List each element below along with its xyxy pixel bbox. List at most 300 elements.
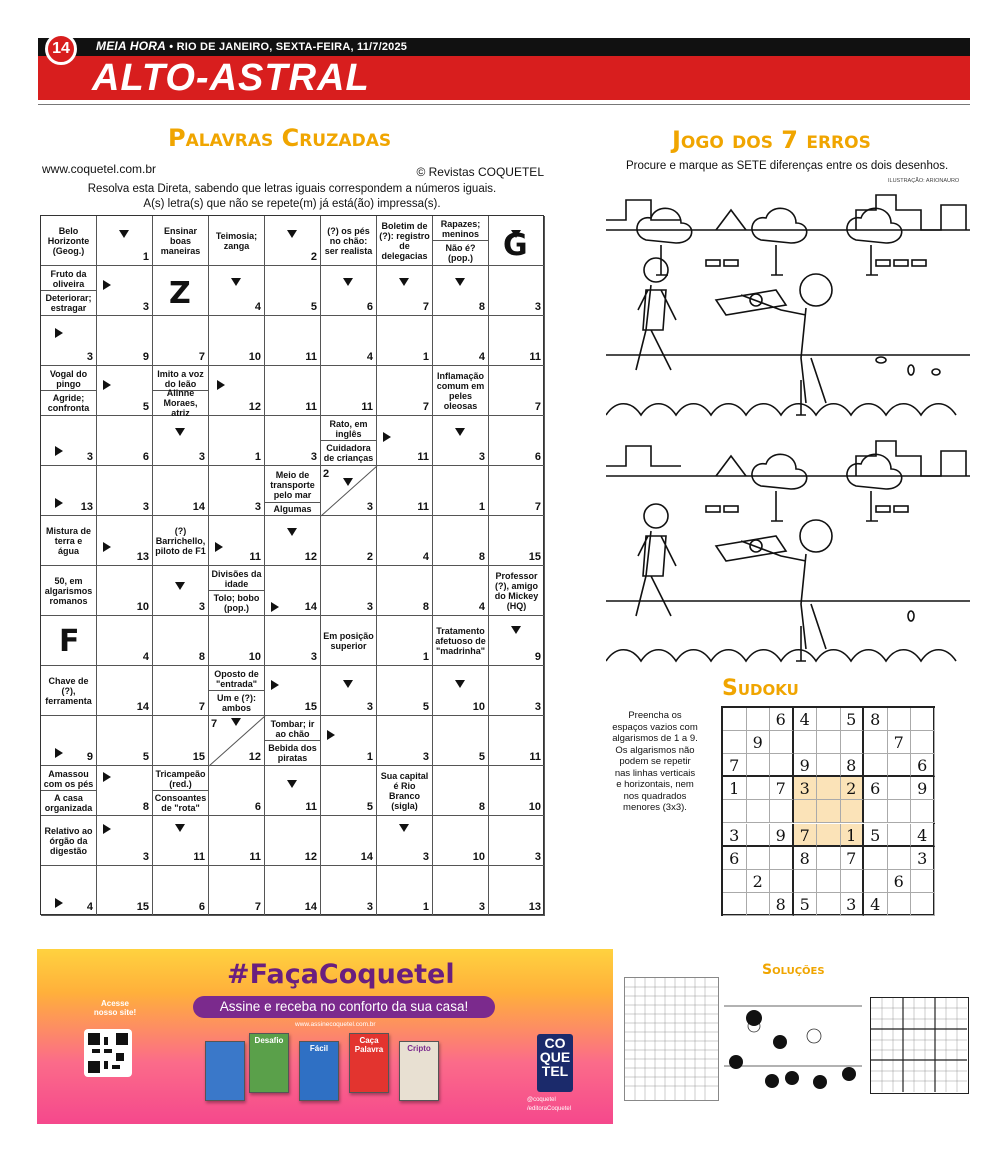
cell-number: 3 — [254, 501, 261, 513]
arrow-right-icon — [55, 446, 63, 456]
banner-subline: Assine e receba no conforto da sua casa! — [193, 996, 495, 1018]
cell-number: 11 — [361, 401, 373, 413]
clue-casa: A casa organizada — [44, 793, 93, 813]
sudoku-cell[interactable] — [888, 893, 912, 916]
sudoku-cell[interactable] — [770, 870, 794, 893]
cell-number: 5 — [142, 751, 149, 763]
sudoku-cell[interactable] — [817, 870, 841, 893]
magazine-cover — [249, 1033, 289, 1093]
qr-pattern — [88, 1033, 128, 1073]
cell-number: 3 — [366, 601, 373, 613]
clue-imito: Imito a voz do leão — [153, 367, 208, 391]
cell-number: 1 — [142, 251, 149, 263]
cell-number: 8 — [422, 601, 429, 613]
cell-number: 2 — [310, 251, 317, 263]
given-letter-g: G — [503, 228, 528, 263]
arrow-right-icon — [55, 748, 63, 758]
crossword-instructions-line-1: Resolva esta Direta, sabendo que letras iguais correspondem a números iguais. — [87, 183, 497, 195]
cell-number: 5 — [422, 701, 429, 713]
newspaper-brand: MEIA HORA — [96, 39, 167, 53]
section-title: ALTO-ASTRAL — [92, 57, 370, 99]
cell-number: 5 — [310, 301, 317, 313]
qr-code-icon[interactable] — [84, 1029, 132, 1077]
clue-agride: Agride; confronta — [47, 393, 90, 413]
clue-amassou: Amassou com os pés — [41, 767, 96, 791]
cell-number: 6 — [366, 301, 373, 313]
clue-consoantes: Consoantes de "rota" — [154, 793, 207, 813]
sudoku-cell[interactable] — [817, 800, 841, 823]
clue-posicao: Em posição superior — [323, 630, 374, 651]
coquetel-logo — [537, 1034, 573, 1092]
sudoku-cell[interactable] — [770, 754, 794, 777]
sudoku-cell[interactable]: 8 — [841, 754, 865, 777]
cell-number: 11 — [529, 351, 541, 363]
seven-errors-title: Jogo dos 7 erros — [672, 126, 871, 154]
logo-line: CO — [544, 1035, 566, 1051]
sudoku-cell[interactable] — [817, 847, 841, 870]
cell-number: 3 — [478, 901, 485, 913]
cell-number: 11 — [193, 851, 205, 863]
illustration-credit: ILUSTRAÇÃO: ARIONAURO — [888, 178, 960, 184]
cell-number: 9 — [534, 651, 541, 663]
sudoku-cell[interactable]: 6 — [911, 754, 935, 777]
sudoku-cell[interactable]: 5 — [841, 708, 865, 731]
sudoku-cell[interactable]: 4 — [864, 893, 888, 916]
crossword-solution-grid — [625, 978, 718, 1100]
clue-alinne: Alinne Moraes, atriz — [163, 388, 198, 418]
magazine-cover — [349, 1033, 389, 1093]
sudoku-cell[interactable]: 3 — [723, 824, 747, 847]
clue-deteriorar: Deteriorar; estragar — [45, 293, 92, 313]
sudoku-cell[interactable] — [911, 731, 935, 754]
sudoku-cell[interactable]: 7 — [794, 824, 818, 847]
sudoku-cell[interactable]: 4 — [794, 708, 818, 731]
sudoku-cell[interactable]: 2 — [747, 870, 771, 893]
clue-um-e: Um e (?): ambos — [217, 693, 256, 713]
cell-number: 7 — [198, 701, 205, 713]
sudoku-cell[interactable] — [723, 800, 747, 823]
cell-number: 7 — [254, 901, 261, 913]
sudoku-cell[interactable] — [841, 731, 865, 754]
arrow-down-icon — [511, 230, 521, 238]
sudoku-cell[interactable] — [747, 847, 771, 870]
sudoku-cell[interactable] — [888, 754, 912, 777]
arrow-down-icon — [455, 278, 465, 286]
clue-oposto: Oposto de "entrada" — [209, 667, 264, 691]
clue-capital: Sua capital é Rio Branco (sigla) — [380, 770, 429, 811]
sudoku-cell[interactable]: 8 — [794, 847, 818, 870]
clue-cuidadora: Cuidadora de crianças — [323, 443, 374, 463]
arrow-down-icon — [175, 428, 185, 436]
sudoku-cell[interactable] — [747, 754, 771, 777]
arrow-right-icon — [103, 280, 111, 290]
dateline-text: • RIO DE JANEIRO, SEXTA-FEIRA, 11/7/2025 — [166, 41, 408, 53]
cell-number: 3 — [310, 651, 317, 663]
cell-number: 12 — [304, 551, 317, 563]
cell-number: 11 — [249, 551, 261, 563]
cell-number: 5 — [478, 751, 485, 763]
cell-number: 11 — [529, 751, 541, 763]
sudoku-cell[interactable] — [817, 708, 841, 731]
sudoku-cell[interactable] — [747, 777, 771, 800]
cell-number: 9 — [86, 751, 93, 763]
crossword-solution-thumbnail — [624, 977, 719, 1101]
cell-number: 6 — [142, 451, 149, 463]
arrow-down-icon — [287, 230, 297, 238]
banner-headline: #FaçaCoquetel — [227, 959, 455, 990]
magazine-cover — [399, 1041, 439, 1101]
sudoku-cell[interactable] — [864, 870, 888, 893]
crossword-title: Palavras Cruzadas — [168, 124, 392, 152]
sudoku-cell[interactable] — [911, 893, 935, 916]
arrow-right-icon — [103, 542, 111, 552]
banner-access-label: Acesse nosso site! — [93, 999, 137, 1017]
given-letter-f: F — [59, 624, 80, 659]
sudoku-cell[interactable] — [911, 870, 935, 893]
crossword-copyright: © Revistas COQUETEL — [416, 165, 544, 179]
sudoku-grid[interactable] — [721, 706, 935, 916]
arrow-down-icon — [455, 428, 465, 436]
sudoku-cell[interactable] — [770, 800, 794, 823]
cell-number: 14 — [304, 901, 317, 913]
cell-number: 3 — [198, 601, 205, 613]
split-cell-number: 2 — [323, 468, 330, 480]
sudoku-cell[interactable] — [817, 754, 841, 777]
arrow-down-icon — [231, 278, 241, 286]
sudoku-cell[interactable] — [888, 800, 912, 823]
arrow-down-icon — [455, 680, 465, 688]
cell-number: 8 — [478, 801, 485, 813]
arrow-down-icon — [511, 626, 521, 634]
sudoku-cell[interactable]: 6 — [864, 777, 888, 800]
clue-ensinar: Ensinar boas maneiras — [160, 225, 201, 256]
sudoku-cell[interactable] — [723, 731, 747, 754]
seven-errors-instructions: Procure e marque as SETE diferenças entre os dois desenhos. — [626, 160, 949, 172]
cell-number: 4 — [142, 651, 149, 663]
sudoku-cell[interactable] — [864, 800, 888, 823]
seven-errors-solution-drawing — [724, 996, 862, 1094]
cell-number: 1 — [422, 651, 429, 663]
clue-boletim: Boletim de (?): registro de delegacias — [379, 220, 430, 261]
arrow-down-icon — [119, 230, 129, 238]
arrow-right-icon — [103, 380, 111, 390]
diagonal-dividers — [41, 216, 545, 916]
sudoku-cell[interactable] — [817, 824, 841, 847]
cell-number: 11 — [305, 801, 317, 813]
cell-number: 10 — [528, 801, 541, 813]
sudoku-cell[interactable] — [911, 708, 935, 731]
sudoku-cell[interactable]: 9 — [770, 824, 794, 847]
clue-rapazes: Rapazes; meninos — [433, 217, 488, 241]
cell-number: 10 — [136, 601, 149, 613]
cell-number: 8 — [478, 301, 485, 313]
sudoku-cell[interactable]: 7 — [841, 847, 865, 870]
sudoku-instructions: Preencha os espaços vazios com algarismos de 1 a 9. Os algarismos não podem se repetir nas linhas verticais e horizontais, nem nos quadrados menores (3x3). — [612, 710, 698, 813]
arrow-down-icon — [175, 582, 185, 590]
sudoku-cell[interactable]: 9 — [747, 731, 771, 754]
sudoku-cell[interactable] — [888, 777, 912, 800]
cell-number: 13 — [528, 901, 541, 913]
drawing-bottom[interactable] — [606, 436, 970, 668]
cell-number: 3 — [142, 501, 149, 513]
magazine-cover — [299, 1041, 339, 1101]
clue-divisoes: Divisões da idade — [209, 567, 264, 591]
cell-number: 1 — [422, 901, 429, 913]
dateline — [96, 39, 407, 53]
sudoku-cell[interactable]: 8 — [864, 708, 888, 731]
cell-number: 8 — [142, 801, 149, 813]
arrow-down-icon — [287, 528, 297, 536]
given-letter-z: Z — [169, 276, 191, 311]
magazine-title: Cripto — [407, 1044, 431, 1053]
arrow-right-icon — [215, 542, 223, 552]
clue-os-pes: (?) os pés no chão: ser realista — [324, 225, 373, 256]
subscription-banner[interactable] — [37, 949, 613, 1124]
clue-belo-horizonte: Belo Horizonte (Geog.) — [47, 225, 90, 256]
cell-number: 3 — [534, 851, 541, 863]
clue-vogal: Vogal do pingo — [41, 367, 96, 391]
clue-cinquenta: 50, em algarismos romanos — [44, 575, 93, 606]
sudoku-cell[interactable]: 8 — [770, 893, 794, 916]
cell-number: 11 — [249, 851, 261, 863]
cell-number: 3 — [310, 451, 317, 463]
cell-number: 14 — [136, 701, 149, 713]
cell-number: 14 — [304, 601, 317, 613]
arrow-right-icon — [55, 498, 63, 508]
sudoku-cell[interactable]: 5 — [864, 824, 888, 847]
arrow-right-icon — [327, 730, 335, 740]
page-number: 14 — [45, 33, 77, 65]
sudoku-cell[interactable] — [794, 870, 818, 893]
sudoku-cell[interactable] — [794, 800, 818, 823]
sudoku-cell[interactable]: 9 — [911, 777, 935, 800]
sudoku-cell[interactable]: 3 — [841, 893, 865, 916]
arrow-right-icon — [55, 328, 63, 338]
drawing-top[interactable] — [606, 190, 970, 422]
arrow-down-icon — [343, 278, 353, 286]
clue-relativo: Relativo ao órgão da digestão — [44, 825, 93, 856]
sudoku-cell[interactable]: 7 — [723, 754, 747, 777]
sudoku-cell[interactable] — [747, 824, 771, 847]
cell-number: 3 — [366, 701, 373, 713]
cell-number: 1 — [478, 501, 485, 513]
arrow-right-icon — [55, 898, 63, 908]
cell-number: 4 — [366, 351, 373, 363]
split-cell-number: 7 — [211, 718, 218, 730]
sudoku-cell[interactable]: 4 — [911, 824, 935, 847]
clue-tombar: Tombar; ir ao chão — [265, 717, 320, 741]
sudoku-cell[interactable] — [794, 731, 818, 754]
sudoku-cell[interactable]: 7 — [770, 777, 794, 800]
cell-number: 14 — [360, 851, 373, 863]
clue-rato: Rato, em inglês — [321, 417, 376, 441]
sudoku-cell[interactable]: 9 — [794, 754, 818, 777]
cell-number: 8 — [478, 551, 485, 563]
header-divider — [38, 104, 970, 105]
arrow-down-icon — [399, 278, 409, 286]
sudoku-cell[interactable]: 1 — [841, 824, 865, 847]
cell-number: 13 — [136, 551, 149, 563]
magazine-title: Desafio — [254, 1036, 284, 1045]
sudoku-cell[interactable]: 3 — [911, 847, 935, 870]
cell-number: 10 — [472, 701, 485, 713]
cell-number: 14 — [192, 501, 205, 513]
sudoku-cell[interactable]: 6 — [888, 870, 912, 893]
arrow-right-icon — [103, 772, 111, 782]
cell-number: 6 — [198, 901, 205, 913]
cell-number: 3 — [142, 301, 149, 313]
cell-number: 4 — [254, 301, 261, 313]
cell-number: 15 — [528, 551, 541, 563]
cell-number: 3 — [422, 851, 429, 863]
cell-number: 7 — [422, 401, 429, 413]
sudoku-cell[interactable] — [888, 824, 912, 847]
arrow-down-icon — [231, 718, 241, 726]
cell-number: 3 — [478, 451, 485, 463]
sudoku-cell[interactable] — [770, 847, 794, 870]
cell-number: 3 — [534, 701, 541, 713]
arrow-right-icon — [271, 602, 279, 612]
cell-number: 10 — [248, 651, 261, 663]
arrow-right-icon — [271, 680, 279, 690]
cell-number: 1 — [422, 351, 429, 363]
sudoku-cell[interactable] — [747, 708, 771, 731]
sudoku-cell[interactable] — [817, 893, 841, 916]
sudoku-cell[interactable] — [770, 731, 794, 754]
sudoku-title: Sudoku — [722, 676, 799, 701]
crossword-instructions-line-2: A(s) letra(s) que não se repete(m) já está(ão) impressa(s). — [143, 198, 441, 210]
cell-number: 13 — [80, 501, 93, 513]
sudoku-cell[interactable] — [747, 800, 771, 823]
sudoku-cell[interactable] — [864, 731, 888, 754]
cell-number: 2 — [366, 551, 373, 563]
sudoku-cell[interactable] — [911, 800, 935, 823]
cell-number: 6 — [534, 451, 541, 463]
clue-nao-e: Não é? (pop.) — [445, 243, 476, 263]
sudoku-cell[interactable] — [841, 870, 865, 893]
cell-number: 3 — [86, 351, 93, 363]
cell-number: 4 — [86, 901, 93, 913]
sudoku-cell[interactable] — [723, 708, 747, 731]
clue-tricampeao: Tricampeão (red.) — [153, 767, 208, 791]
clue-meio: Meio de transporte pelo mar — [265, 467, 320, 503]
sudoku-cell[interactable]: 2 — [841, 777, 865, 800]
cell-number: 4 — [422, 551, 429, 563]
clue-tolo: Tolo; bobo (pop.) — [213, 593, 260, 613]
sudoku-cell[interactable] — [888, 708, 912, 731]
cell-number: 3 — [198, 451, 205, 463]
solutions-title: Soluções — [762, 962, 825, 978]
cell-number: 5 — [142, 401, 149, 413]
clue-teimosia: Teimosia; zanga — [215, 230, 258, 251]
sudoku-cell[interactable] — [723, 870, 747, 893]
cell-number: 11 — [417, 501, 429, 513]
cell-number: 11 — [417, 451, 429, 463]
seven-errors-solution-thumbnail — [724, 996, 862, 1094]
clue-barrichello: (?) Barrichello, piloto de F1 — [155, 525, 206, 556]
sudoku-cell[interactable] — [864, 847, 888, 870]
magazine-title: Fácil — [309, 1044, 329, 1053]
cell-number: 3 — [422, 751, 429, 763]
instagram-handle[interactable]: @coquetel — [527, 1097, 556, 1103]
sudoku-cell[interactable]: 6 — [723, 847, 747, 870]
cell-number: 5 — [366, 801, 373, 813]
social-handles — [527, 1096, 571, 1114]
sudoku-cell[interactable]: 3 — [794, 777, 818, 800]
sudoku-cell[interactable] — [817, 731, 841, 754]
cell-number: 12 — [248, 751, 261, 763]
sudoku-cell[interactable] — [723, 893, 747, 916]
sudoku-cell[interactable]: 6 — [770, 708, 794, 731]
clue-fruto: Fruto da oliveira — [41, 267, 96, 291]
cell-number: 8 — [198, 651, 205, 663]
cell-number: 9 — [142, 351, 149, 363]
arrow-down-icon — [343, 680, 353, 688]
clue-professor: Professor (?), amigo do Mickey (HQ) — [494, 570, 539, 611]
clue-mistura: Mistura de terra e água — [45, 525, 91, 556]
arrow-right-icon — [103, 824, 111, 834]
sudoku-cell[interactable]: 5 — [794, 893, 818, 916]
clue-tratamento: Tratamento afetuoso de "madrinha" — [435, 625, 486, 656]
sudoku-cell[interactable] — [747, 893, 771, 916]
cell-number: 3 — [366, 501, 373, 513]
cell-number: 7 — [534, 501, 541, 513]
clue-chave: Chave de (?), ferramenta — [45, 675, 92, 706]
sudoku-cell[interactable] — [864, 754, 888, 777]
cell-number: 7 — [534, 401, 541, 413]
cell-number: 15 — [192, 751, 205, 763]
cell-number: 1 — [254, 451, 261, 463]
cell-number: 11 — [305, 401, 317, 413]
arrow-right-icon — [383, 432, 391, 442]
facebook-handle[interactable]: /editoraCoquetel — [527, 1106, 572, 1112]
arrow-down-icon — [343, 478, 353, 486]
cell-number: 3 — [86, 451, 93, 463]
crossword-grid[interactable] — [40, 215, 544, 915]
clue-algumas: Algumas — [273, 504, 312, 514]
cell-number: 3 — [534, 301, 541, 313]
arrow-down-icon — [175, 824, 185, 832]
cell-number: 10 — [248, 351, 261, 363]
crossword-website: www.coquetel.com.br — [42, 162, 157, 176]
logo-line: QUE — [539, 1049, 571, 1065]
cell-number: 1 — [366, 751, 373, 763]
cell-number: 3 — [366, 901, 373, 913]
cell-number: 3 — [142, 851, 149, 863]
cell-number: 12 — [304, 851, 317, 863]
sudoku-cell[interactable] — [888, 847, 912, 870]
cell-number: 11 — [305, 351, 317, 363]
banner-url[interactable]: www.assinecoquetel.com.br — [295, 1021, 376, 1028]
sudoku-solution-thumbnail — [870, 997, 969, 1094]
cell-number: 12 — [248, 401, 261, 413]
cell-number: 15 — [304, 701, 317, 713]
cell-number: 4 — [478, 351, 485, 363]
cell-number: 6 — [254, 801, 261, 813]
logo-line: TEL — [541, 1063, 569, 1079]
arrow-down-icon — [287, 780, 297, 788]
sudoku-cell[interactable] — [817, 777, 841, 800]
cell-number: 15 — [136, 901, 149, 913]
sudoku-cell[interactable] — [841, 800, 865, 823]
sudoku-solution-grid — [871, 998, 967, 1092]
arrow-down-icon — [399, 824, 409, 832]
sudoku-cell[interactable]: 7 — [888, 731, 912, 754]
sudoku-cell[interactable]: 1 — [723, 777, 747, 800]
cell-number: 4 — [478, 601, 485, 613]
clue-inflamacao: Inflamação comum em peles oleosas — [436, 370, 485, 411]
cell-number: 10 — [472, 851, 485, 863]
